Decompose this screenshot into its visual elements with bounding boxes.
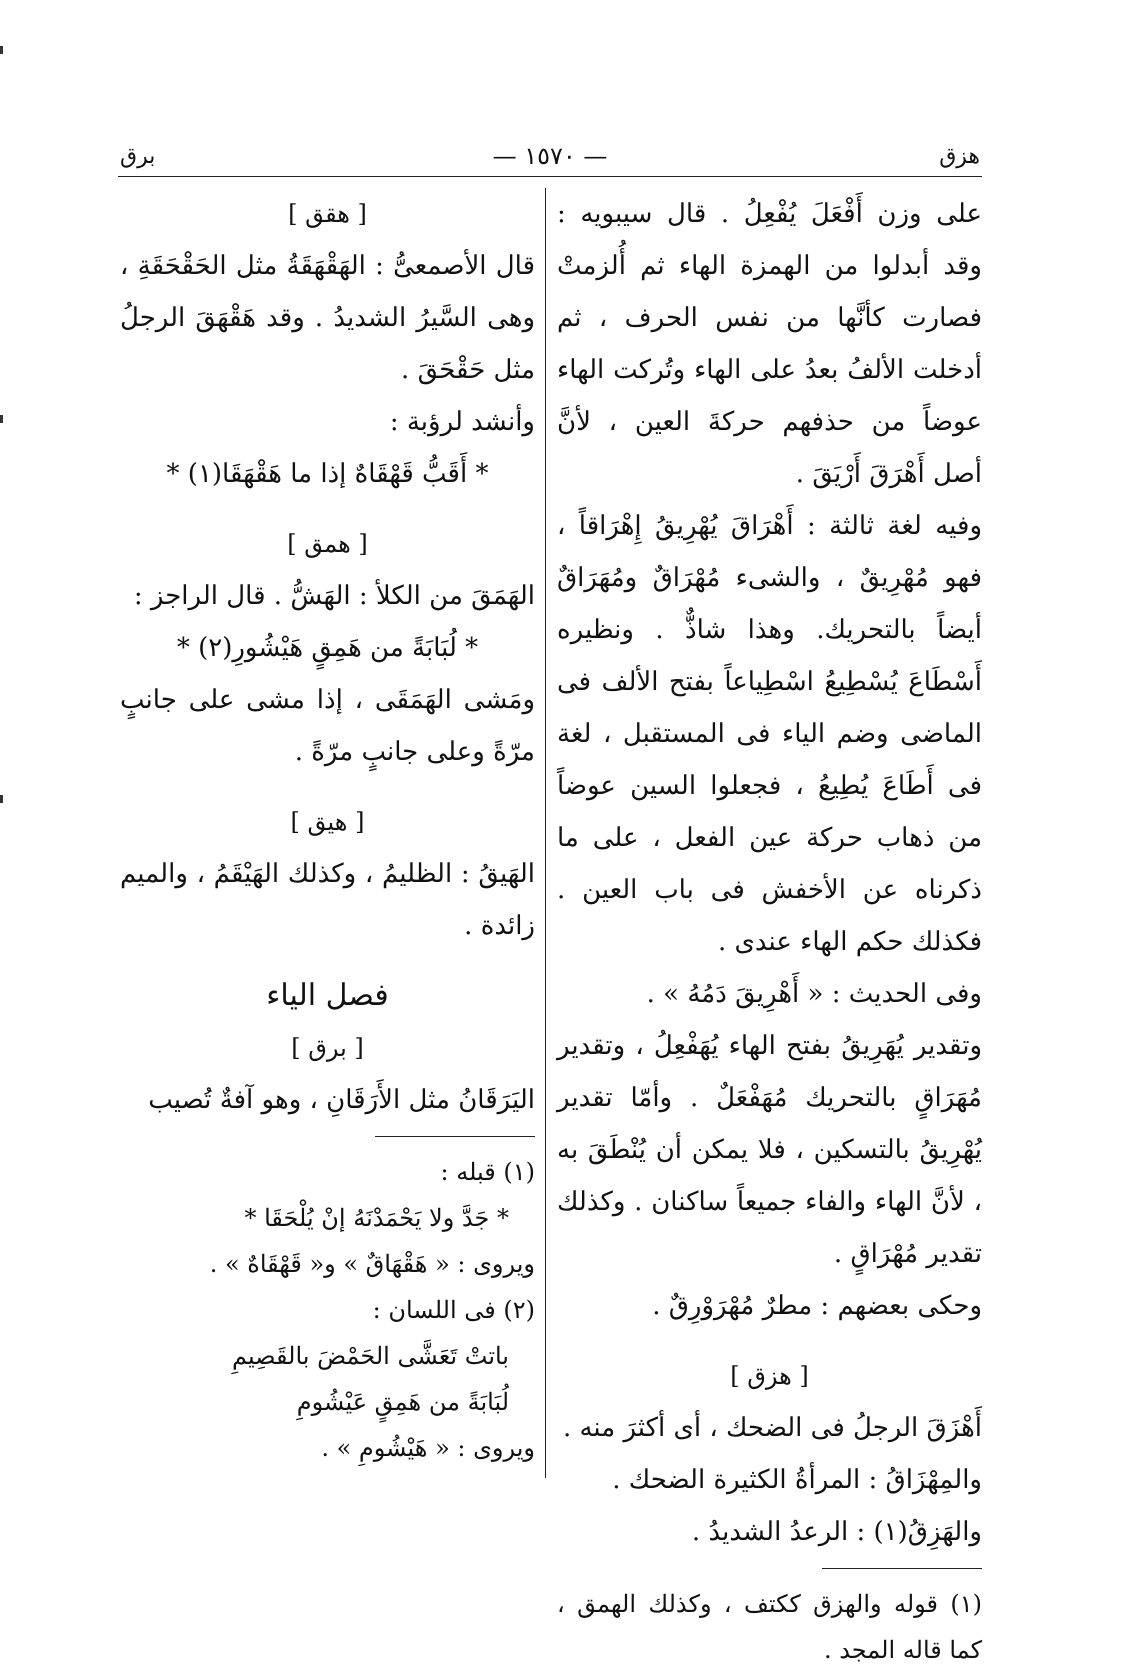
entry-line: أَهْزَقَ الرجلُ فى الضحك ، أى أكثرَ منه . (562, 1413, 982, 1443)
entry-heading-hmq: [ همق ] (287, 530, 368, 558)
paragraph: ومَشى الهَمَقَى ، إذا مشى على جانبٍ مرّةً وعلى جانبٍ مرّةً . (120, 685, 535, 767)
paragraph: وأنشد لرؤبة : (389, 407, 535, 437)
paragraph: وفيه لغة ثالثة : أَهْرَاقَ يُهْرِيقُ إِهْرَاقاً ، فهو مُهْرِيقٌ ، والشىء مُهْرَاقٌ ومُهَرَاقٌ أيضاً بالتحريك. وهذا شاذٌّ . ونظيره أَسْطَاعَ يُسْطِيعُ اسْطِياعاً بفتح الألف فى الماضى وضم الياء فى المستقبل ، لغة فى أَطَاعَ يُطِيعُ ، فجعلوا السين عوضاً من ذهاب حركة عين الفعل ، على ما ذكرناه عن الأخفش فى باب العين . فكذلك حكم الهاء عندى . (557, 511, 982, 957)
spacer (120, 778, 535, 796)
paragraph: وفى الحديث : « أَهْرِيقَ دَمُهُ » . (646, 979, 982, 1009)
footnote-verse: باتتْ تَعَشَّى الحَمْضَ بالقَصِيمِ (231, 1342, 509, 1370)
verse: * لُبَابَةً من هَمِقٍ هَيْشُورِ(٢) * (176, 633, 479, 663)
paragraph: قال الأصمعىُّ : الهَقْهَقَةُ مثل الحَقْحَقَةِ ، وهى السَّيرُ الشديدُ . وقد هَقْهَقَ الرجلُ مثل حَقْحَقَ . (120, 251, 535, 385)
column-divider (545, 188, 546, 1478)
entry-line: والمِهْزَاقُ : المرأةُ الكثيرة الضحك . (612, 1465, 982, 1495)
spacer (557, 1332, 982, 1350)
paragraph: على وزن أَفْعَلَ يُفْعِلُ . قال سيبويه : وقد أبدلوا من الهمزة الهاء ثم أُلزمتْ فصارت كأنَّها من نفس الحرف ، ثم أدخلت الألفُ بعدُ على الهاء وتُركت الهاء عوضاً من حذفهم حركةَ العين ، لأنَّ أصل أَهْرَقَ أَرْيَقَ . (557, 199, 982, 489)
right-column (557, 188, 982, 1673)
page-number: — ١٥٧٠ — (492, 142, 608, 170)
paragraph: وتقدير يُهَرِيقُ بفتح الهاء يُهَفْعِلُ ، وتقدير مُهَرَاقٍ بالتحريك مُهَفْعَلٌ . وأمّا تقدير يُهْرِيقُ بالتسكين ، فلا يمكن أن يُنْطَقَ به ، لأنَّ الهاء والفاء جميعاً ساكنان . وكذلك تقدير مُهْرَاقٍ . (557, 1031, 982, 1269)
running-header (120, 140, 980, 176)
header-rule (118, 176, 982, 177)
section-title: فصل الياء (266, 978, 389, 1013)
paragraph: اليَرَقَانُ مثل الأَرَقَانِ ، وهو آفةٌ تُصيب (148, 1085, 535, 1115)
header-entry-word-left: برق (120, 144, 156, 169)
entry-line: والهَزِقُ(١) : الرعدُ الشديدُ . (691, 1517, 982, 1547)
footnote-variant: ويروى : « هَقْهَاقٌ » و« قَهْقَاهٌ » . (209, 1250, 535, 1278)
spacer (120, 500, 535, 518)
footnote-intro: (٢) فى اللسان : (372, 1296, 535, 1324)
paragraph: الهَيقُ : الظليمُ ، وكذلك الهَيْقَمُ ، والميم زائدة . (120, 859, 535, 941)
margin-mark (0, 415, 3, 423)
footnote-rule (822, 1568, 982, 1569)
left-column (120, 188, 535, 1471)
footnote: (١) قوله والهزق ككتف ، وكذلك الهمق ، كما قاله المجد . (557, 1590, 982, 1664)
header-entry-word-right: هزق (939, 144, 980, 169)
margin-mark (0, 795, 3, 803)
entry-heading-brq: [ برق ] (291, 1034, 364, 1062)
entry-heading-hyq: [ هيق ] (290, 808, 365, 836)
footnote-variant: ويروى : « هَيْشُومِ » . (321, 1434, 535, 1462)
entry-heading-hzq: [ هزق ] (730, 1362, 809, 1390)
footnote-rule (375, 1136, 535, 1137)
paragraph: الهَمَقَ من الكلأ : الهَشُّ . قال الراجز : (133, 581, 535, 611)
footnote-verse: * جَدَّ ولا يَحْمَدْنَهُ إنْ يُلْحَقَا * (244, 1204, 509, 1232)
paragraph: وحكى بعضهم : مطرٌ مُهْرَوْرِقٌ . (652, 1291, 982, 1321)
footnote-intro: (١) قبله : (440, 1158, 535, 1186)
entry-heading-hqq: [ هقق ] (288, 200, 367, 228)
spacer (120, 952, 535, 970)
footnote-verse: لُبَابَةً من هَمِقٍ عَيْشُومِ (296, 1388, 509, 1416)
margin-mark (0, 46, 3, 54)
verse: * أَقَبُّ قَهْقَاهٌ إذا ما هَقْهَقَا(١) * (166, 459, 489, 489)
